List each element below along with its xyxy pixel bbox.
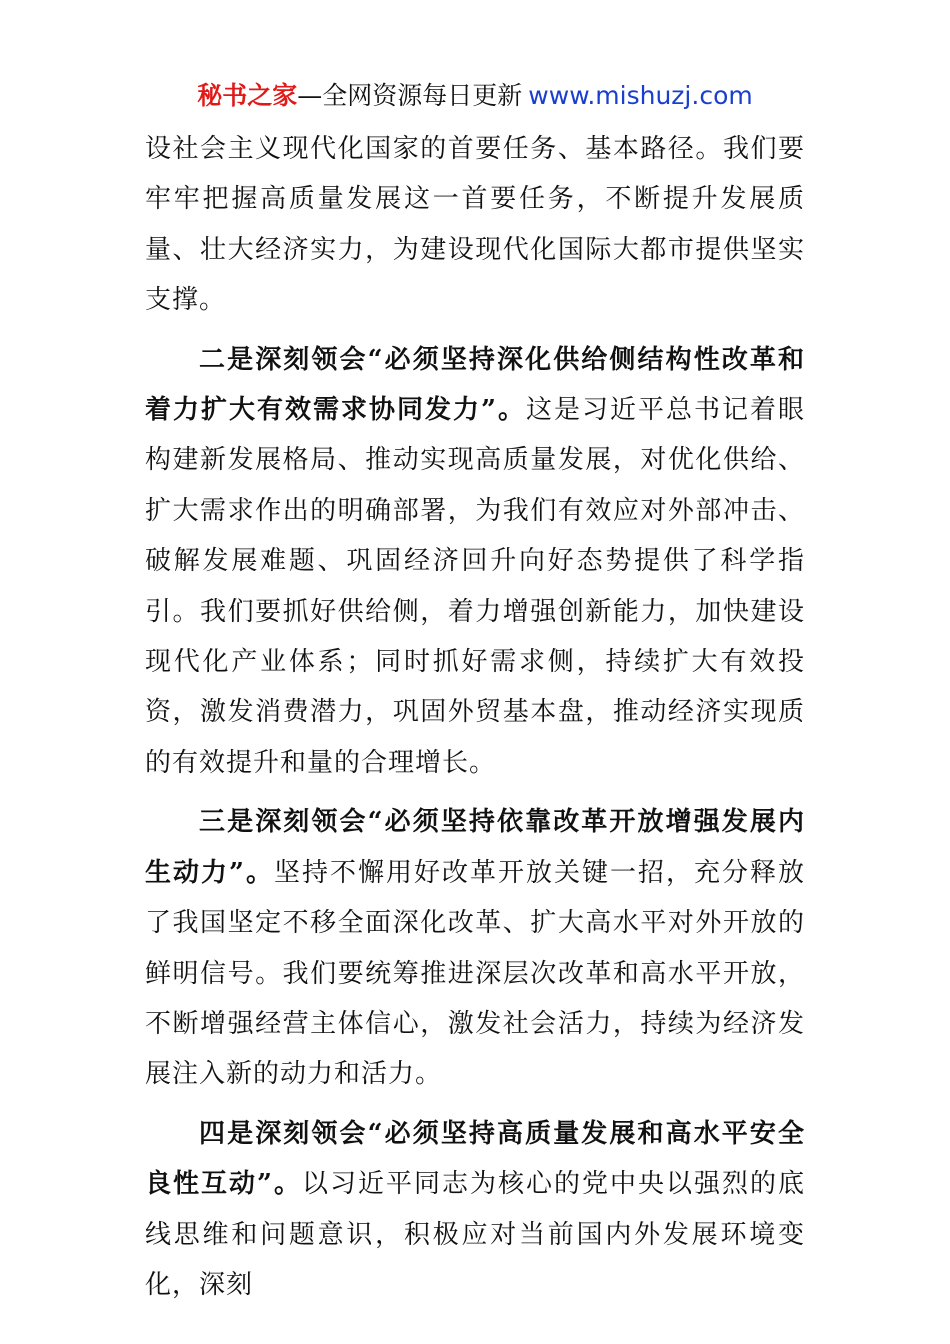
paragraph-text: 这是习近平总书记着眼构建新发展格局、推动实现高质量发展，对优化供给、扩大需求作出的明确部署，为我们有效应对外部冲击、破解发展难题、巩固经济回升向好态势提供了科学指引。我们要抓好供给侧，着力增强创新能力，加快建设现代化产业体系；同时抓好需求侧，持续扩大有效投资，激发消费潜力，巩固外贸基本盘，推动经济实现质的有效提升和量的合理增长。 [145,395,805,778]
document-body [145,124,805,1319]
paragraph-continuation [145,124,805,326]
site-header-banner [0,78,950,114]
paragraph-text: 坚持不懈用好改革开放关键一招，充分释放了我国坚定不移全面深化改革、扩大高水平对外开放的鲜明信号。我们要统筹推进深层次改革和高水平开放，不断增强经营主体信心，激发社会活力，持续为经济发展注入新的动力和活力。 [145,857,805,1090]
paragraph-point-two [145,335,805,789]
paragraph-point-four [145,1109,805,1311]
site-slogan: —全网资源每日更新 [297,81,523,110]
site-url-link[interactable]: www.mishuzj.com [528,81,753,110]
paragraph-text: 以习近平同志为核心的党中央以强烈的底线思维和问题意识，积极应对当前国内外发展环境变化，深刻 [145,1169,805,1300]
paragraph-text: 设社会主义现代化国家的首要任务、基本路径。我们要牢牢把握高质量发展这一首要任务，不断提升发展质量、壮大经济实力，为建设现代化国际大都市提供坚实支撑。 [145,134,805,316]
site-brand-name: 秘书之家 [197,81,298,110]
paragraph-lead: 四是深刻领会“必须坚持高质量发展和高水平安全良性互动”。 [145,1118,805,1200]
paragraph-lead: 三是深刻领会“必须坚持依靠改革开放增强发展内生动力”。 [145,807,805,888]
paragraph-point-three [145,797,805,1099]
paragraph-lead: 二是深刻领会“必须坚持深化供给侧结构性改革和着力扩大有效需求协同发力”。 [145,344,805,426]
